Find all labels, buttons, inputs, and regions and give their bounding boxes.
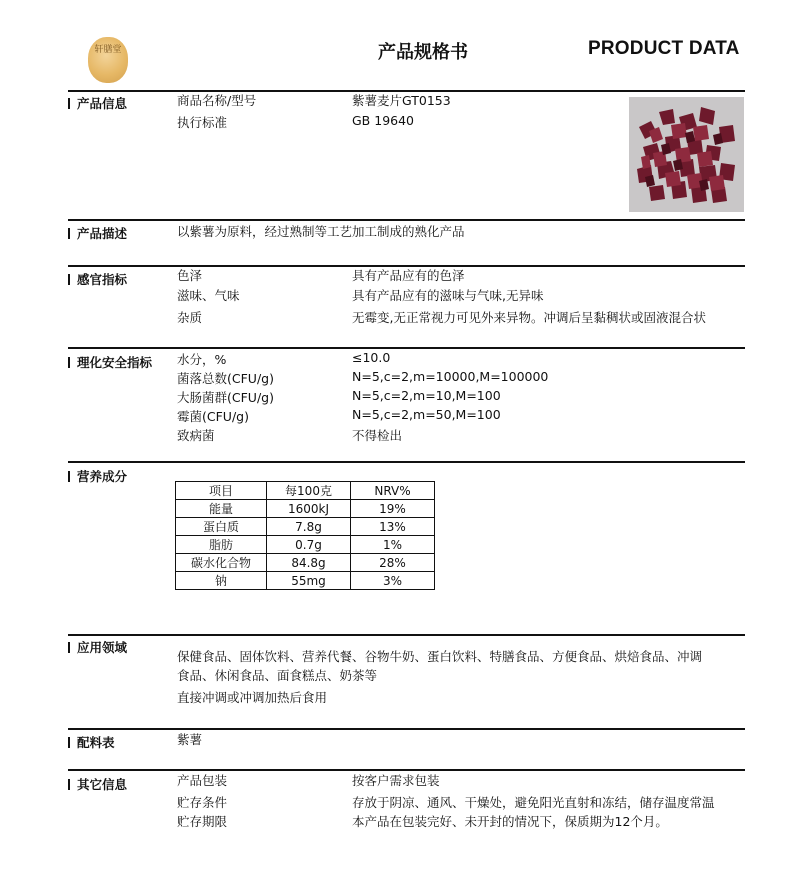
section-divider xyxy=(68,219,745,221)
table-cell: 1600kJ xyxy=(267,500,351,518)
shelf-life-value: 本产品在包装完好、未开封的情况下，保质期为12个月。 xyxy=(352,814,668,829)
header-per100g: 每100克 xyxy=(267,482,351,500)
shelf-life-label: 贮存期限 xyxy=(177,814,228,829)
colony-value: N=5,c=2,m=10000,M=100000 xyxy=(352,369,549,384)
color-value: 具有产品应有的色泽 xyxy=(352,268,465,283)
logo-text: 轩膳堂 xyxy=(94,45,122,55)
moisture-label: 水分，% xyxy=(177,352,227,367)
table-cell: 钠 xyxy=(176,572,267,590)
table-row xyxy=(176,536,435,554)
section-product-info: 产品信息 xyxy=(68,94,127,112)
table-cell: 3% xyxy=(351,572,435,590)
mold-label: 霉菌(CFU/g) xyxy=(177,409,249,424)
color-label: 色泽 xyxy=(177,268,203,283)
table-cell: 碳水化合物 xyxy=(176,554,267,572)
colony-label: 菌落总数(CFU/g) xyxy=(177,371,274,386)
header-nrv: NRV% xyxy=(351,482,435,500)
page-title-cn: 产品规格书 xyxy=(378,42,468,63)
table-cell: 0.7g xyxy=(267,536,351,554)
coliform-label: 大肠菌群(CFU/g) xyxy=(177,390,274,405)
table-row xyxy=(176,500,435,518)
table-row xyxy=(176,554,435,572)
packaging-label: 产品包装 xyxy=(177,773,228,788)
table-cell: 脂肪 xyxy=(176,536,267,554)
table-cell: 蛋白质 xyxy=(176,518,267,536)
page-title-en: PRODUCT DATA xyxy=(588,38,740,59)
section-ingredients: 配料表 xyxy=(68,733,115,751)
table-header-row xyxy=(176,482,435,500)
section-sensory: 感官指标 xyxy=(68,270,127,288)
standard-label: 执行标准 xyxy=(177,115,228,130)
section-divider xyxy=(68,347,745,349)
section-other: 其它信息 xyxy=(68,775,127,793)
taste-value: 具有产品应有的滋味与气味,无异味 xyxy=(352,288,544,303)
impurity-value: 无霉变,无正常视力可见外来异物。冲调后呈黏稠状或固液混合状 xyxy=(352,310,706,325)
product-name-value: 紫薯麦片GT0153 xyxy=(352,93,451,108)
product-name-label: 商品名称/型号 xyxy=(177,93,257,108)
table-cell: 19% xyxy=(351,500,435,518)
ingredients-text: 紫薯 xyxy=(177,732,203,747)
section-divider xyxy=(68,461,745,463)
pathogen-label: 致病菌 xyxy=(177,428,215,443)
pathogen-value: 不得检出 xyxy=(352,428,403,443)
section-nutrition: 营养成分 xyxy=(68,467,127,485)
section-application: 应用领域 xyxy=(68,638,127,656)
application-line-1: 保健食品、固体饮料、营养代餐、谷物牛奶、蛋白饮料、特膳食品、方便食品、烘焙食品、冲调 xyxy=(177,649,703,664)
impurity-label: 杂质 xyxy=(177,310,203,325)
table-cell: 7.8g xyxy=(267,518,351,536)
section-description: 产品描述 xyxy=(68,224,127,242)
table-cell: 13% xyxy=(351,518,435,536)
storage-value: 存放于阴凉、通风、干燥处，避免阳光直射和冻结，储存温度常温 xyxy=(352,795,715,810)
table-cell: 能量 xyxy=(176,500,267,518)
description-text: 以紫薯为原料，经过熟制等工艺加工制成的熟化产品 xyxy=(177,224,465,239)
storage-label: 贮存条件 xyxy=(177,795,228,810)
packaging-value: 按客户需求包装 xyxy=(352,773,440,788)
application-line-2: 食品、休闲食品、面食糕点、奶茶等 xyxy=(177,668,378,683)
table-cell: 84.8g xyxy=(267,554,351,572)
application-usage: 直接冲调或冲调加热后食用 xyxy=(177,690,328,705)
section-divider xyxy=(68,728,745,730)
product-photo xyxy=(629,97,744,212)
coliform-value: N=5,c=2,m=10,M=100 xyxy=(352,388,501,403)
section-safety: 理化安全指标 xyxy=(68,353,152,371)
standard-value: GB 19640 xyxy=(352,113,414,128)
moisture-value: ≤10.0 xyxy=(352,350,391,365)
table-row xyxy=(176,518,435,536)
table-cell: 55mg xyxy=(267,572,351,590)
table-cell: 28% xyxy=(351,554,435,572)
nutrition-table xyxy=(175,481,435,590)
section-divider xyxy=(68,634,745,636)
taste-label: 滋味、气味 xyxy=(177,288,240,303)
table-cell: 1% xyxy=(351,536,435,554)
mold-value: N=5,c=2,m=50,M=100 xyxy=(352,407,501,422)
header-item: 项目 xyxy=(176,482,267,500)
brand-logo xyxy=(88,37,128,83)
table-row xyxy=(176,572,435,590)
